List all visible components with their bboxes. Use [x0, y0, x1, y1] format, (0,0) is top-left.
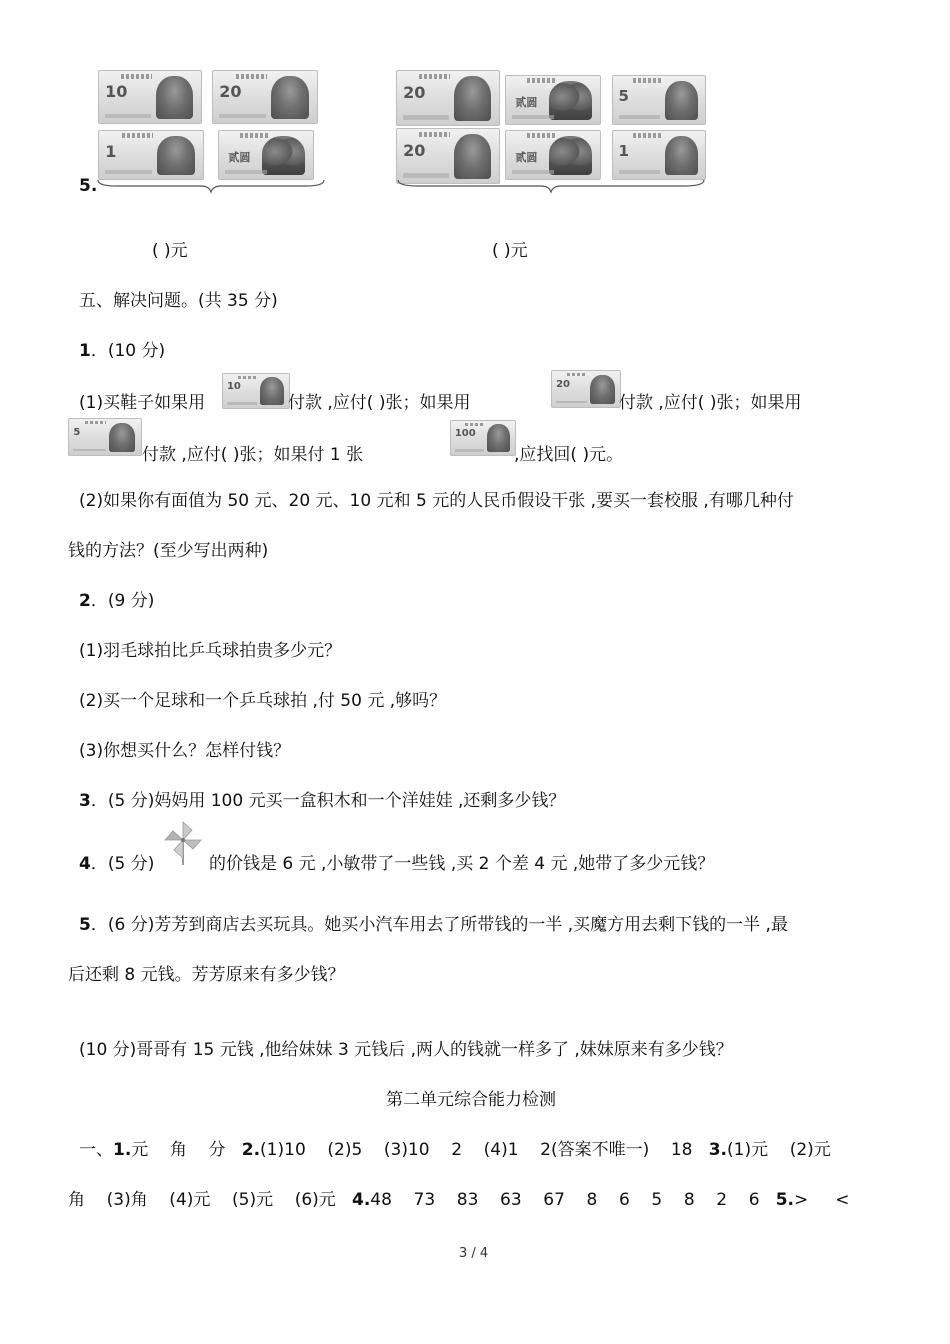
- q5-answer-left: ( )元: [152, 241, 188, 261]
- answer-segment: 5.: [775, 1190, 795, 1210]
- answer-segment: (1)元 (2)元: [727, 1140, 831, 1160]
- banknote-5-inline: 5: [68, 418, 142, 456]
- problem-number: 3: [79, 791, 91, 811]
- banknote-10: 10: [98, 70, 202, 124]
- text: 付款 ,应付( )张；如果用: [619, 393, 802, 413]
- brace-left: [96, 178, 326, 194]
- pinwheel-icon: [162, 820, 204, 866]
- problem-1-sub2-line2: 钱的方法？(至少写出两种): [68, 541, 269, 561]
- banknote-1: 1: [98, 130, 204, 180]
- answer-segment: 一、: [79, 1140, 113, 1160]
- answer-segment: 元 角 分: [131, 1140, 242, 1160]
- text: ,应找回( )元。: [514, 445, 624, 465]
- answer-segment: > <: [794, 1190, 850, 1210]
- banknote-2: 贰圆: [505, 130, 601, 180]
- problem-text: ．(6 分)芳芳到商店去买玩具。她买小汽车用去了所带钱的一半 ,买魔方用去剩下钱的一半 ,最: [90, 915, 788, 935]
- text: (1)买鞋子如果用: [79, 393, 206, 413]
- problem-5-line2: 后还剩 8 元钱。芳芳原来有多少钱？: [68, 965, 345, 985]
- problem-4-text: 的价钱是 6 元 ,小敏带了一些钱 ,买 2 个差 4 元 ,她带了多少元钱？: [209, 854, 715, 874]
- problem-1-sub1-seg2: [288, 388, 470, 413]
- banknote-20: 20: [212, 70, 318, 124]
- text: 付款 ,应付( )张；如果用: [288, 393, 471, 413]
- answer-segment: 角 (3)角 (4)元 (5)元 (6)元: [68, 1190, 352, 1210]
- q5-number: 5.: [79, 176, 98, 196]
- answers-line-1: [79, 1135, 831, 1160]
- problem-number: 4: [79, 854, 91, 874]
- problem-1-sub1-seg3: [619, 388, 801, 413]
- banknote-5: 5: [612, 75, 706, 125]
- brace-right: [396, 178, 706, 194]
- problem-score: ．(10 分): [90, 341, 166, 361]
- problem-1-sub1-seg5: [514, 440, 623, 465]
- problem-2-sub1: (1)羽毛球拍比乒乓球拍贵多少元？: [79, 641, 342, 661]
- problem-1-sub1-line1: [79, 388, 205, 413]
- problem-1-heading: [79, 336, 165, 361]
- problem-2-sub3: (3)你想买什么？怎样付钱？: [79, 741, 291, 761]
- problem-5-line1: [79, 910, 788, 935]
- problem-2-sub2: (2)买一个足球和一个乒乓球拍 ,付 50 元 ,够吗？: [79, 691, 447, 711]
- banknote-2: 贰圆: [505, 75, 601, 125]
- problem-score: ．(9 分): [90, 591, 155, 611]
- banknote-1: 1: [612, 130, 706, 180]
- answers-line-2: [68, 1185, 850, 1210]
- q5-answer-right: ( )元: [492, 241, 528, 261]
- text: 付款 ,应付( )张；如果付 1 张: [142, 445, 364, 465]
- banknote-2: 贰圆: [218, 130, 314, 180]
- problem-number: 2: [79, 591, 91, 611]
- banknote-20-inline: 20: [551, 370, 621, 408]
- problem-number: 5: [79, 915, 91, 935]
- banknote-20: 20: [396, 128, 500, 184]
- answer-segment: 3.: [708, 1140, 727, 1160]
- problem-score: ．(5 分): [90, 854, 155, 874]
- answer-segment: 4.: [352, 1190, 371, 1210]
- answers-title: 第二单元综合能力检测: [386, 1090, 556, 1110]
- problem-text: ．(5 分)妈妈用 100 元买一盒积木和一个洋娃娃 ,还剩多少钱？: [90, 791, 566, 811]
- problem-4-heading: [79, 849, 154, 874]
- problem-6: (10 分)哥哥有 15 元钱 ,他给妹妹 3 元钱后 ,两人的钱就一样多了 ,妹妹原来有多少钱？: [79, 1040, 733, 1060]
- banknote-20: 20: [396, 70, 500, 126]
- section-title: 五、解决问题。(共 35 分): [79, 291, 278, 311]
- banknote-100-inline: 100: [450, 420, 516, 456]
- banknote-10-inline: 10: [222, 373, 290, 409]
- page-number: 3 / 4: [459, 1246, 489, 1261]
- answer-segment: 1.: [113, 1140, 132, 1160]
- problem-number: 1: [79, 341, 91, 361]
- answer-segment: 48 73 83 63 67 8 6 5 8 2 6: [370, 1190, 776, 1210]
- problem-1-sub2-line1: (2)如果你有面值为 50 元、20 元、10 元和 5 元的人民币假设干张 ,要买一套校服 ,有哪几种付: [79, 491, 794, 511]
- problem-1-sub1-seg4: [142, 440, 363, 465]
- answer-segment: 2.: [241, 1140, 261, 1160]
- problem-2-heading: [79, 586, 154, 611]
- problem-3: [79, 786, 565, 811]
- answer-segment: (1)10 (2)5 (3)10 2 (4)1 2(答案不唯一) 18: [260, 1140, 709, 1160]
